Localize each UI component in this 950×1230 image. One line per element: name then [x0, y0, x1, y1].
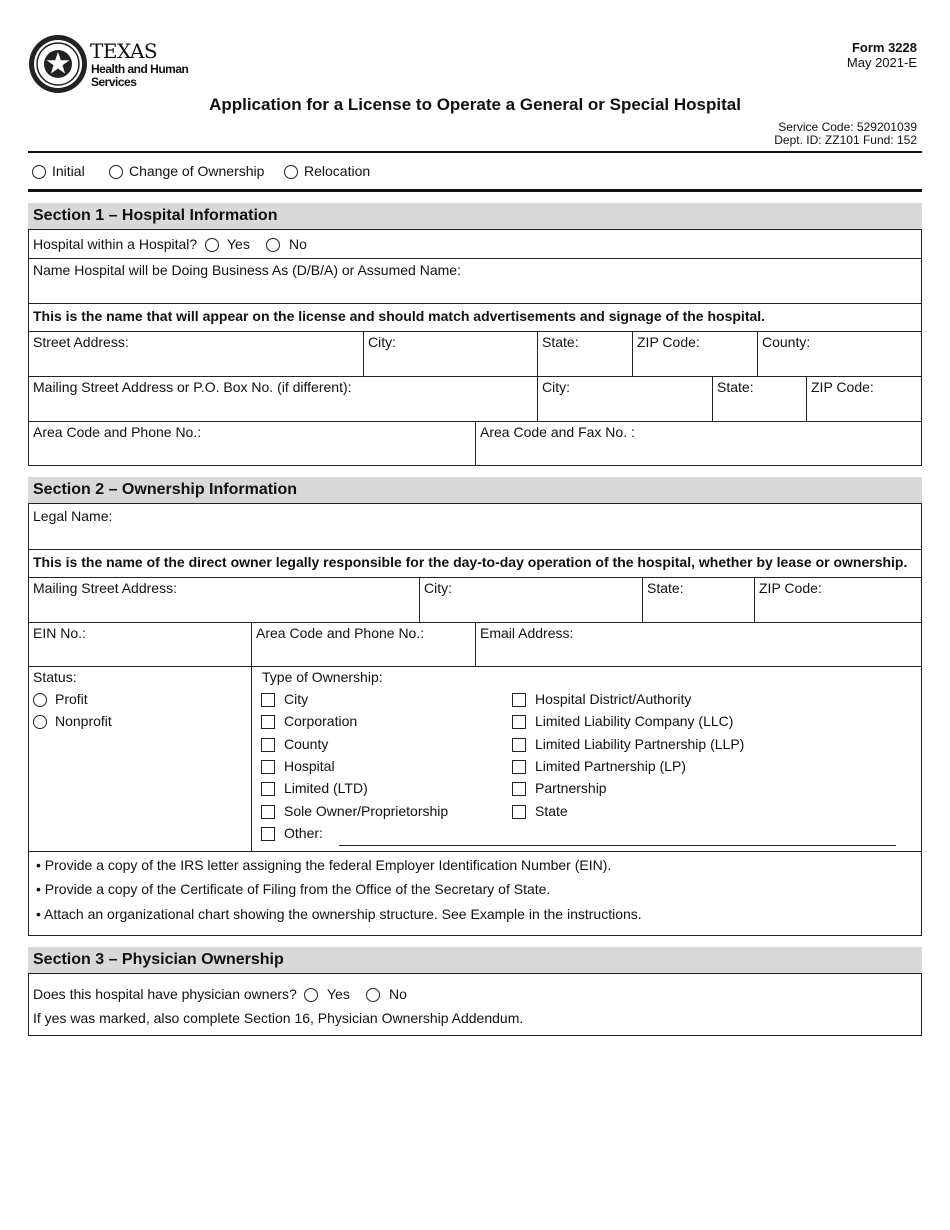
street-address-label: Street Address: — [33, 334, 129, 350]
ownership-ltd-checkbox[interactable] — [261, 782, 275, 796]
header-rule-top — [28, 151, 922, 153]
city-label: City: — [368, 334, 396, 350]
ownership-corporation-checkbox[interactable] — [261, 715, 275, 729]
county-label: County: — [762, 334, 811, 350]
physician-question: Does this hospital have physician owners? — [33, 986, 297, 1002]
ownership-corporation-label: Corporation — [284, 713, 358, 729]
owner-mailing-address-input[interactable] — [29, 598, 418, 620]
hwh-no-radio[interactable] — [266, 238, 280, 252]
initial-label: Initial — [52, 163, 85, 179]
ownership-partnership-label: Partnership — [535, 780, 607, 796]
mailing-state-label: State: — [717, 379, 754, 395]
hwh-label: Hospital within a Hospital? — [33, 236, 198, 252]
owner-state-input[interactable] — [643, 598, 753, 620]
nonprofit-radio[interactable] — [33, 715, 47, 729]
ownership-sole-owner-checkbox[interactable] — [261, 805, 275, 819]
state-label: State: — [542, 334, 579, 350]
owner-city-input[interactable] — [420, 598, 641, 620]
ownership-llc-checkbox[interactable] — [512, 715, 526, 729]
bullet-org-chart: • Attach an organizational chart showing the ownership structure. See Example in the instructions. — [36, 906, 642, 922]
ownership-state-label: State — [535, 803, 568, 819]
form-number: Form 3228 — [851, 40, 917, 55]
dba-input[interactable] — [29, 280, 921, 302]
dba-label: Name Hospital will be Doing Business As (D/B/A) or Assumed Name: — [33, 262, 461, 278]
change-of-ownership-radio[interactable] — [109, 165, 123, 179]
ownership-llp-checkbox[interactable] — [512, 738, 526, 752]
ownership-llp-label: Limited Liability Partnership (LLP) — [535, 736, 745, 752]
owner-city-label: City: — [424, 580, 452, 596]
section3-box — [28, 973, 922, 1036]
county-input[interactable] — [758, 352, 921, 374]
section1-header — [28, 203, 922, 229]
email-label: Email Address: — [480, 625, 574, 641]
physician-yes-radio[interactable] — [304, 988, 318, 1002]
physician-no-radio[interactable] — [366, 988, 380, 1002]
section2-notice: This is the name of the direct owner legally responsible for the day-to-day operation of the hospital, whether by lease or ownership. — [33, 554, 908, 570]
mailing-zip-label: ZIP Code: — [811, 379, 874, 395]
profit-radio[interactable] — [33, 693, 47, 707]
physician-note: If yes was marked, also complete Section 16, Physician Ownership Addendum. — [33, 1010, 524, 1026]
hwh-yes-label: Yes — [227, 236, 250, 252]
ownership-county-label: County — [284, 736, 329, 752]
city-input[interactable] — [364, 352, 536, 374]
physician-yes-label: Yes — [327, 986, 350, 1002]
mailing-address-label: Mailing Street Address or P.O. Box No. (if different): — [33, 379, 352, 395]
section1-title: Section 1 – Hospital Information — [33, 207, 278, 224]
physician-no-label: No — [389, 986, 407, 1002]
street-address-input[interactable] — [29, 352, 362, 374]
nonprofit-label: Nonprofit — [55, 713, 112, 729]
initial-radio[interactable] — [32, 165, 46, 179]
profit-label: Profit — [55, 691, 88, 707]
hhs-logo — [28, 34, 188, 94]
mailing-zip-input[interactable] — [807, 397, 921, 419]
logo-line2: Health and Human — [91, 62, 189, 76]
section2-title: Section 2 – Ownership Information — [33, 481, 298, 498]
texas-seal-icon — [28, 34, 88, 94]
owner-mailing-address-label: Mailing Street Address: — [33, 580, 177, 596]
mailing-state-input[interactable] — [713, 397, 805, 419]
ownership-hospital-checkbox[interactable] — [261, 760, 275, 774]
relocation-label: Relocation — [304, 163, 371, 179]
header-rule-bottom — [28, 189, 922, 192]
ownership-state-checkbox[interactable] — [512, 805, 526, 819]
ownership-other-input[interactable] — [339, 828, 896, 846]
owner-state-label: State: — [647, 580, 684, 596]
phone-label: Area Code and Phone No.: — [33, 424, 202, 440]
form-date: May 2021-E — [846, 55, 917, 70]
section3-header — [28, 947, 922, 973]
mailing-city-input[interactable] — [538, 397, 711, 419]
ownership-city-checkbox[interactable] — [261, 693, 275, 707]
owner-zip-label: ZIP Code: — [759, 580, 822, 596]
ownership-other-checkbox[interactable] — [261, 827, 275, 841]
state-input[interactable] — [538, 352, 631, 374]
section1-notice: This is the name that will appear on the license and should match advertisements and signage of the hospital. — [33, 308, 766, 324]
hwh-yes-radio[interactable] — [205, 238, 219, 252]
hwh-no-label: No — [289, 236, 307, 252]
zip-label: ZIP Code: — [637, 334, 700, 350]
change-of-ownership-label: Change of Ownership — [129, 163, 265, 179]
service-code: Service Code: 529201039 — [778, 120, 917, 134]
phone-input[interactable] — [29, 442, 474, 464]
mailing-city-label: City: — [542, 379, 570, 395]
ein-label: EIN No.: — [33, 625, 86, 641]
email-input[interactable] — [476, 643, 921, 665]
ownership-sole-owner-label: Sole Owner/Proprietorship — [284, 803, 449, 819]
bullet-ein: • Provide a copy of the IRS letter assigning the federal Employer Identification Number (EIN). — [36, 857, 612, 873]
ownership-hospital-label: Hospital — [284, 758, 335, 774]
ownership-partnership-checkbox[interactable] — [512, 782, 526, 796]
ownership-city-label: City — [284, 691, 309, 707]
bullet-certificate: • Provide a copy of the Certificate of Filing from the Office of the Secretary of State. — [36, 881, 551, 897]
mailing-address-input[interactable] — [29, 397, 536, 419]
ownership-type-label: Type of Ownership: — [262, 669, 383, 685]
ownership-district-checkbox[interactable] — [512, 693, 526, 707]
relocation-radio[interactable] — [284, 165, 298, 179]
ownership-llc-label: Limited Liability Company (LLC) — [535, 713, 734, 729]
ownership-lp-checkbox[interactable] — [512, 760, 526, 774]
ownership-lp-label: Limited Partnership (LP) — [535, 758, 686, 774]
ownership-other-label: Other: — [284, 825, 323, 841]
ownership-county-checkbox[interactable] — [261, 738, 275, 752]
section2-header — [28, 477, 922, 503]
page-title: Application for a License to Operate a General or Special Hospital — [209, 95, 741, 114]
owner-zip-input[interactable] — [755, 598, 921, 620]
ownership-district-label: Hospital District/Authority — [535, 691, 692, 707]
logo-texas: TEXAS — [90, 39, 158, 63]
section3-title: Section 3 – Physician Ownership — [33, 951, 284, 968]
owner-phone-label: Area Code and Phone No.: — [256, 625, 425, 641]
logo-line3: Services — [91, 75, 137, 89]
dept-fund: Dept. ID: ZZ101 Fund: 152 — [774, 133, 917, 147]
legal-name-input[interactable] — [29, 526, 921, 548]
legal-name-label: Legal Name: — [33, 508, 113, 524]
fax-label: Area Code and Fax No. : — [480, 424, 635, 440]
ownership-ltd-label: Limited (LTD) — [284, 780, 368, 796]
owner-phone-input[interactable] — [252, 643, 474, 665]
status-label: Status: — [33, 669, 77, 685]
ein-input[interactable] — [29, 643, 250, 665]
fax-input[interactable] — [476, 442, 921, 464]
zip-input[interactable] — [633, 352, 756, 374]
